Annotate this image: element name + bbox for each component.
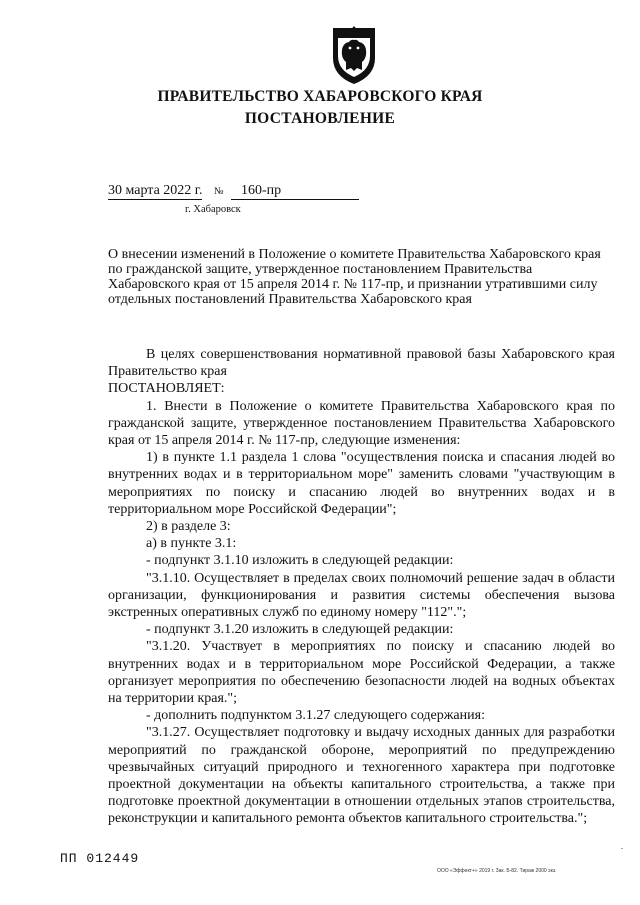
government-title: ПРАВИТЕЛЬСТВО ХАБАРОВСКОГО КРАЯ bbox=[157, 88, 483, 105]
decree-number: 160-пр bbox=[231, 183, 359, 200]
decree-subject: О внесении изменений в Положение о комитете Правительства Хабаровского края по гражданской защите, утвержденное постановлением Правительства Хабаровского края от 15 апреля 2014 г. № 117-пр, и признании утратившими силу отдельных постановлений Правительства Хабаровского края bbox=[108, 247, 601, 307]
decree-date: 30 марта 2022 г. bbox=[108, 183, 203, 198]
city-name: г. Хабаровск bbox=[185, 204, 241, 215]
form-serial-code: ПП 012449 bbox=[60, 851, 140, 866]
paragraph-3-1-20-text: "3.1.20. Участвует в мероприятиях по поиску и спасанию людей во внутренних водах и в территориальном море Российской Федерации, а также организует мероприятия по обеспечению безопасности людей на водных объектах на территории края."; bbox=[108, 639, 615, 707]
paragraph-3-1-10-text: "3.1.10. Осуществляет в пределах своих полномочий решение задач в области организации, функционирования и развития системы обеспечения вызова экстренных оперативных служб по единому номеру "112"."; bbox=[108, 570, 615, 621]
paragraph-3-1-20-intro: - подпункт 3.1.20 изложить в следующей редакции: bbox=[146, 622, 454, 638]
paragraph-3-1-27-text: "3.1.27. Осуществляет подготовку и выдачу исходных данных для разработки мероприятий по гражданской обороне, мероприятий по предупреждению чрезвычайных ситуаций природного и техногенного характера при подготовке проектной документации на объекты капитального строительства, а также при подготовке проектной документации в отношении отдельных этапов строительства, реконструкции и капитального ремонта объектов капитального строительства."; bbox=[108, 725, 615, 827]
margin-mark: . bbox=[621, 842, 623, 851]
printer-imprint: ООО «Эффект+» 2019 г. Зак. Б-82. Тираж 2000 экз. bbox=[437, 868, 557, 874]
paragraph-3-1-27-intro: - дополнить подпунктом 3.1.27 следующего содержания: bbox=[146, 708, 485, 724]
paragraph-2a: а) в пункте 3.1: bbox=[146, 536, 237, 552]
paragraph-1: 1. Внести в Положение о комитете Правительства Хабаровского края по гражданской защите, утвержденное постановлением Правительства Хабаровского края от 15 апреля 2014 г. № 117-пр, следующие изменения: bbox=[108, 398, 615, 449]
paragraph-2: 2) в разделе 3: bbox=[146, 519, 231, 535]
paragraph-3-1-10-intro: - подпункт 3.1.10 изложить в следующей редакции: bbox=[146, 553, 454, 569]
coat-of-arms-emblem bbox=[329, 24, 379, 86]
paragraph-1-1: 1) в пункте 1.1 раздела 1 слова "осуществления поиска и спасания людей во внутренних водах и в территориальном море" заменить словами "участвующим в мероприятиях по поиску и спасанию людей во внутренних водах и в территориальном море Российской Федерации"; bbox=[108, 450, 615, 517]
document-type-title: ПОСТАНОВЛЕНИЕ bbox=[244, 110, 396, 127]
resolves-heading: ПОСТАНОВЛЯЕТ: bbox=[108, 381, 225, 397]
number-sign: № bbox=[213, 186, 224, 197]
date-number-line bbox=[108, 183, 359, 200]
intro-paragraph: В целях совершенствования нормативной правовой базы Хабаровского края Правительство края bbox=[108, 347, 615, 380]
decree-body bbox=[108, 346, 615, 828]
